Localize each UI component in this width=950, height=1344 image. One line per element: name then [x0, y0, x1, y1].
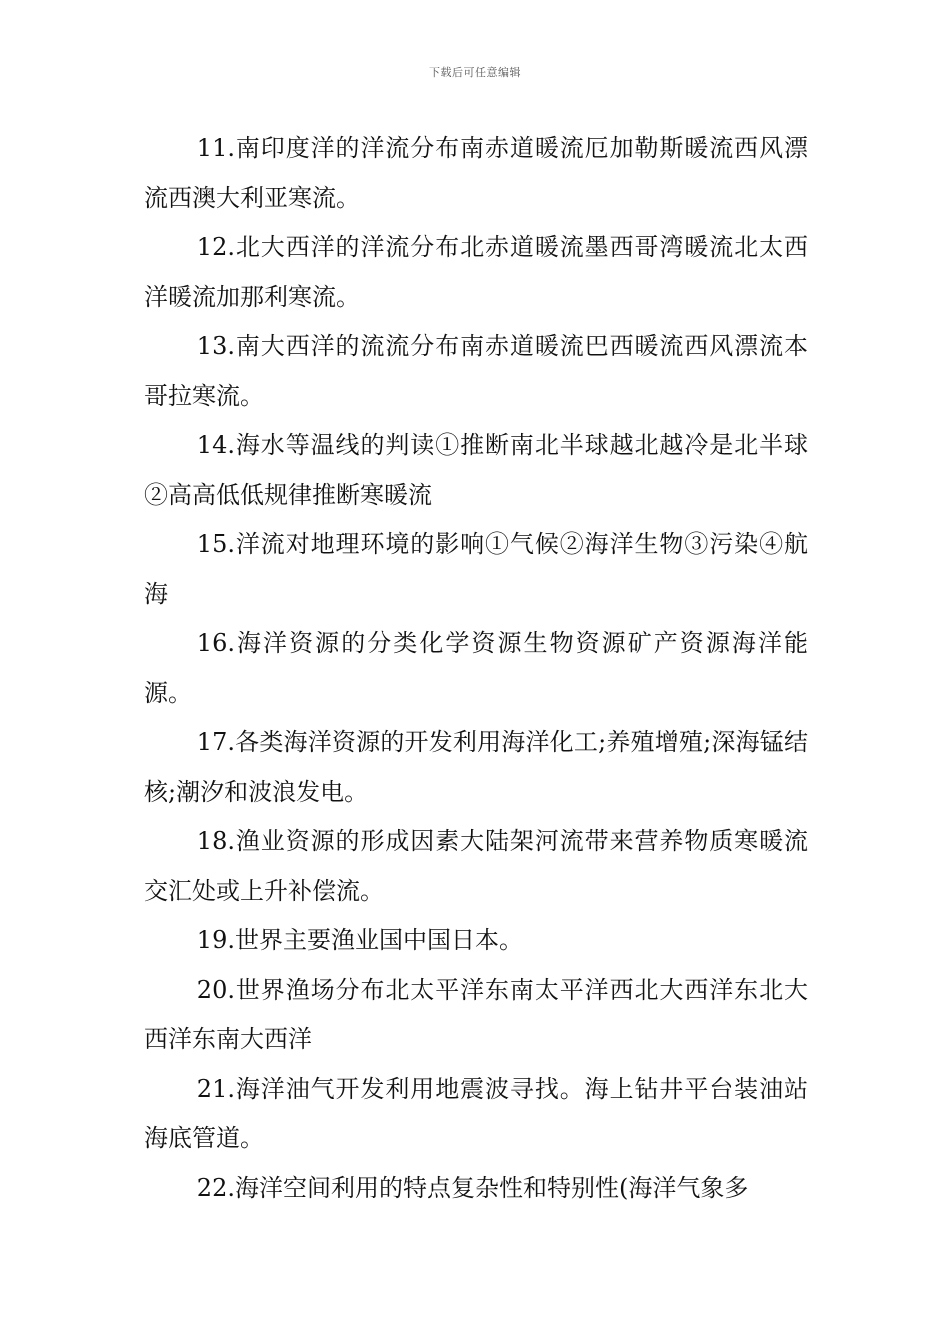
paragraph-18: 18.渔业资源的形成因素大陆架河流带来营养物质寒暖流交汇处或上升补偿流。 — [144, 827, 808, 905]
paragraph-22: 22.海洋空间利用的特点复杂性和特别性(海洋气象多 — [196, 1173, 749, 1202]
paragraph-15: 15.洋流对地理环境的影响①气候②海洋生物③污染④航海 — [144, 530, 808, 608]
paragraph-11: 11.南印度洋的洋流分布南赤道暖流厄加勒斯暖流西风漂流西澳大利亚寒流。 — [144, 134, 808, 212]
paragraph-13: 13.南大西洋的流流分布南赤道暖流巴西暖流西风漂流本哥拉寒流。 — [144, 332, 808, 410]
document-body — [144, 124, 808, 1213]
page-header: 下载后可任意编辑 — [429, 66, 521, 79]
paragraph-12: 12.北大西洋的洋流分布北赤道暖流墨西哥湾暖流北太西洋暖流加那利寒流。 — [144, 233, 808, 311]
paragraph-14: 14.海水等温线的判读①推断南北半球越北越冷是北半球②高高低低规律推断寒暖流 — [144, 431, 808, 509]
paragraph-20: 20.世界渔场分布北太平洋东南太平洋西北大西洋东北大西洋东南大西洋 — [144, 975, 808, 1053]
paragraph-21: 21.海洋油气开发利用地震波寻找。海上钻井平台装油站海底管道。 — [144, 1074, 808, 1152]
paragraph-19: 19.世界主要渔业国中国日本。 — [196, 926, 523, 954]
paragraph-16: 16.海洋资源的分类化学资源生物资源矿产资源海洋能源。 — [144, 629, 808, 707]
paragraph-17: 17.各类海洋资源的开发利用海洋化工;养殖增殖;深海锰结核;潮汐和波浪发电。 — [144, 728, 808, 806]
